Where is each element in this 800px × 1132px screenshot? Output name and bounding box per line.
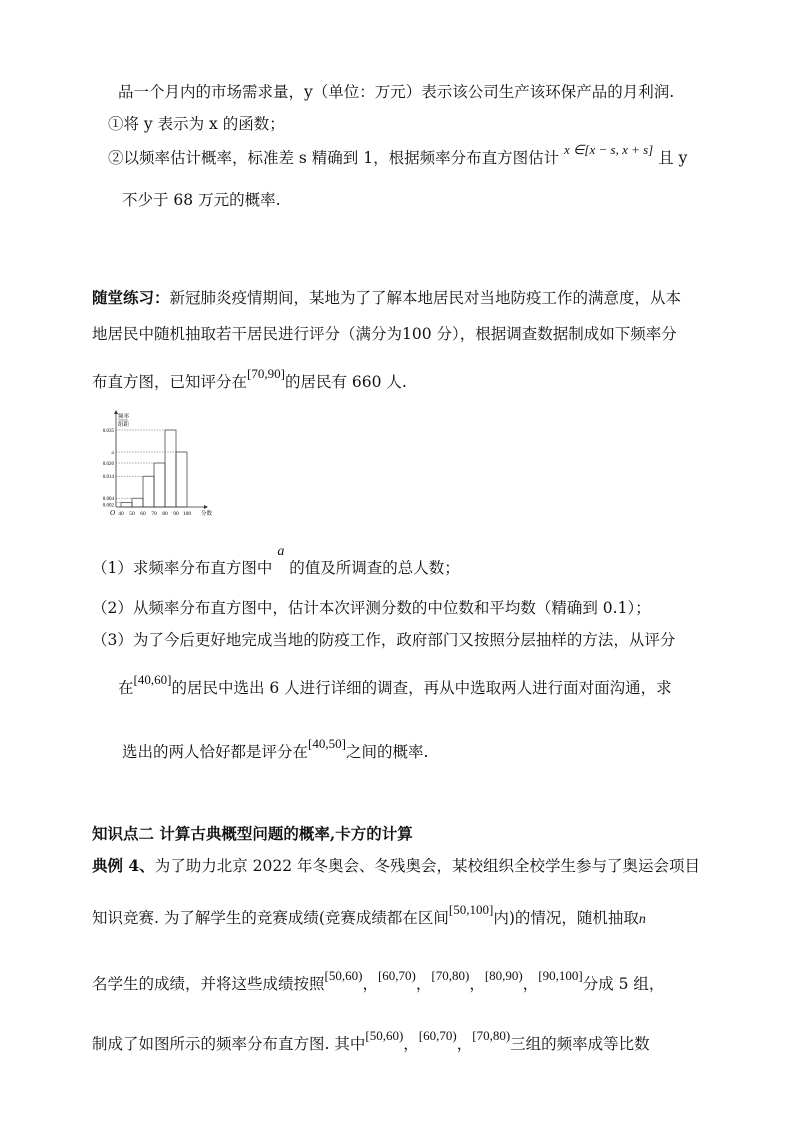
practice-question-3-line-2 <box>118 672 672 698</box>
separator: ， <box>362 975 378 993</box>
intro-line-1: 品一个月内的市场需求量，y（单位：万元）表示该公司生产该环保产品的月利润. <box>118 83 675 101</box>
origin-label: O <box>110 509 116 517</box>
y-tick-label: 0.020 <box>102 461 114 467</box>
interval-70-90: [70,90] <box>247 366 285 381</box>
example-line-4 <box>92 1028 650 1054</box>
example-text-3-post: 分成 5 组， <box>582 975 665 993</box>
separator: ， <box>456 1035 473 1053</box>
example-text-1: 为了助力北京 2022 年冬奥会、冬残奥会，某校组织全校学生参与了奥运会项目 <box>154 857 700 875</box>
question-2-math-set: [x − s, x + s] <box>584 142 654 157</box>
interval-70-80: [70,80) <box>431 968 470 983</box>
interval-50-100: [50,100] <box>448 902 494 917</box>
question-2-text: ②以频率估计概率，标准差 s 精确到 1，根据频率分布直方图估计 <box>108 149 560 167</box>
bar-70-80 <box>154 463 165 507</box>
separator: ， <box>522 975 539 993</box>
question-1: ①将 y 表示为 x 的函数； <box>108 115 285 133</box>
interval-60-70-b: [60,70) <box>418 1028 457 1043</box>
interval-40-60: [40,60] <box>133 672 172 687</box>
practice-text-3-post: 的居民有 660 人. <box>284 373 407 391</box>
question-2-post: 且 y <box>658 149 688 167</box>
example-line-1 <box>92 854 700 876</box>
bar-40-50 <box>121 503 132 507</box>
practice-q1-post: 的值及所调查的总人数； <box>289 559 460 577</box>
x-tick-label: 90 <box>173 511 179 517</box>
example-line-3 <box>92 968 665 994</box>
question-2-math-x: x ∈ <box>564 142 585 157</box>
practice-question-2: （2）从频率分布直方图中，估计本次评测分数的中位数和平均数（精确到 0.1）； <box>92 599 651 617</box>
separator: ， <box>403 1035 419 1053</box>
practice-question-1 <box>92 544 460 578</box>
section-heading: 知识点二 计算古典概型问题的概率,卡方的计算 <box>92 824 413 843</box>
practice-q3l3-post: 之间的概率. <box>345 743 429 761</box>
interval-70-80-b: [70,80) <box>472 1028 511 1043</box>
y-tick-label: 0.004 <box>102 497 114 502</box>
example-text-2: 知识竞赛. 为了解学生的竞赛成绩(竞赛成绩都在区间 <box>92 909 449 927</box>
bar-50-60 <box>132 498 143 507</box>
practice-text-3: 布直方图，已知评分在 <box>92 373 248 391</box>
x-tick-label: 40 <box>118 511 124 517</box>
variable-n: n <box>638 912 646 927</box>
example-text-2-post: 内)的情况，随机抽取 <box>493 909 639 927</box>
x-tick-label: 80 <box>162 511 168 517</box>
interval-50-60: [50,60) <box>324 968 363 983</box>
bar-80-90 <box>165 430 176 507</box>
example-text-3: 名学生的成绩，并将这些成绩按照 <box>92 975 325 993</box>
practice-text-1: 新冠肺炎疫情期间，某地为了了解本地居民对当地防疫工作的满意度，从本 <box>169 289 682 307</box>
practice-q1-text: （1）求频率分布直方图中 <box>92 559 273 577</box>
ylabel-top: 频率 <box>118 414 130 420</box>
interval-90-100: [90,100] <box>538 968 583 983</box>
practice-line-2: 地居民中随机抽取若干居民进行评分（满分为100 分），根据调查数据制成如下频率分 <box>92 325 677 343</box>
x-tick-label: 100 <box>182 511 192 517</box>
bar-60-70 <box>143 476 154 507</box>
question-2 <box>108 142 688 168</box>
example-label: 典例 4、 <box>92 856 155 875</box>
interval-40-50: [40,50] <box>308 736 346 751</box>
x-tick-label: 70 <box>151 511 157 517</box>
practice-line-3 <box>92 366 407 392</box>
interval-60-70: [60,70) <box>377 968 416 983</box>
separator: ， <box>469 975 485 993</box>
interval-80-90: [80,90) <box>484 968 523 983</box>
interval-50-60-b: [50,60) <box>365 1028 404 1043</box>
frequency-histogram <box>80 410 220 522</box>
example-text-4: 制成了如图所示的频率分布直方图. 其中 <box>92 1035 366 1053</box>
x-axis-arrow <box>204 505 208 509</box>
example-text-4-post: 三组的频率成等比数 <box>510 1035 650 1053</box>
bar-90-100 <box>176 452 187 507</box>
practice-q3-post: 的居民中选出 6 人进行详细的调查，再从中选取两人进行面对面沟通，求 <box>171 679 672 697</box>
ylabel-bottom: 组距 <box>118 422 130 428</box>
x-tick-label: 50 <box>129 511 135 517</box>
y-tick-label: 0.002 <box>102 503 114 509</box>
xlabel: 分数 <box>201 511 213 517</box>
practice-question-3-line-1: （3）为了今后更好地完成当地的防疫工作，政府部门又按照分层抽样的方法，从评分 <box>92 631 676 649</box>
variable-a: a <box>277 544 285 559</box>
practice-q3-pre: 在 <box>118 679 134 697</box>
practice-q3l3-pre: 选出的两人恰好都是评分在 <box>122 743 309 761</box>
y-tick-label: 0.014 <box>102 475 114 480</box>
question-2-line-2: 不少于 68 万元的概率. <box>122 191 281 209</box>
y-tick-label: 0.035 <box>102 428 114 434</box>
example-line-2 <box>92 902 646 928</box>
practice-question-3-line-3 <box>122 736 429 762</box>
separator: ， <box>415 975 432 993</box>
x-tick-label: 60 <box>140 511 146 517</box>
practice-line-1 <box>92 286 681 308</box>
practice-label: 随堂练习： <box>92 288 170 307</box>
y-tick-label: a <box>111 450 114 456</box>
